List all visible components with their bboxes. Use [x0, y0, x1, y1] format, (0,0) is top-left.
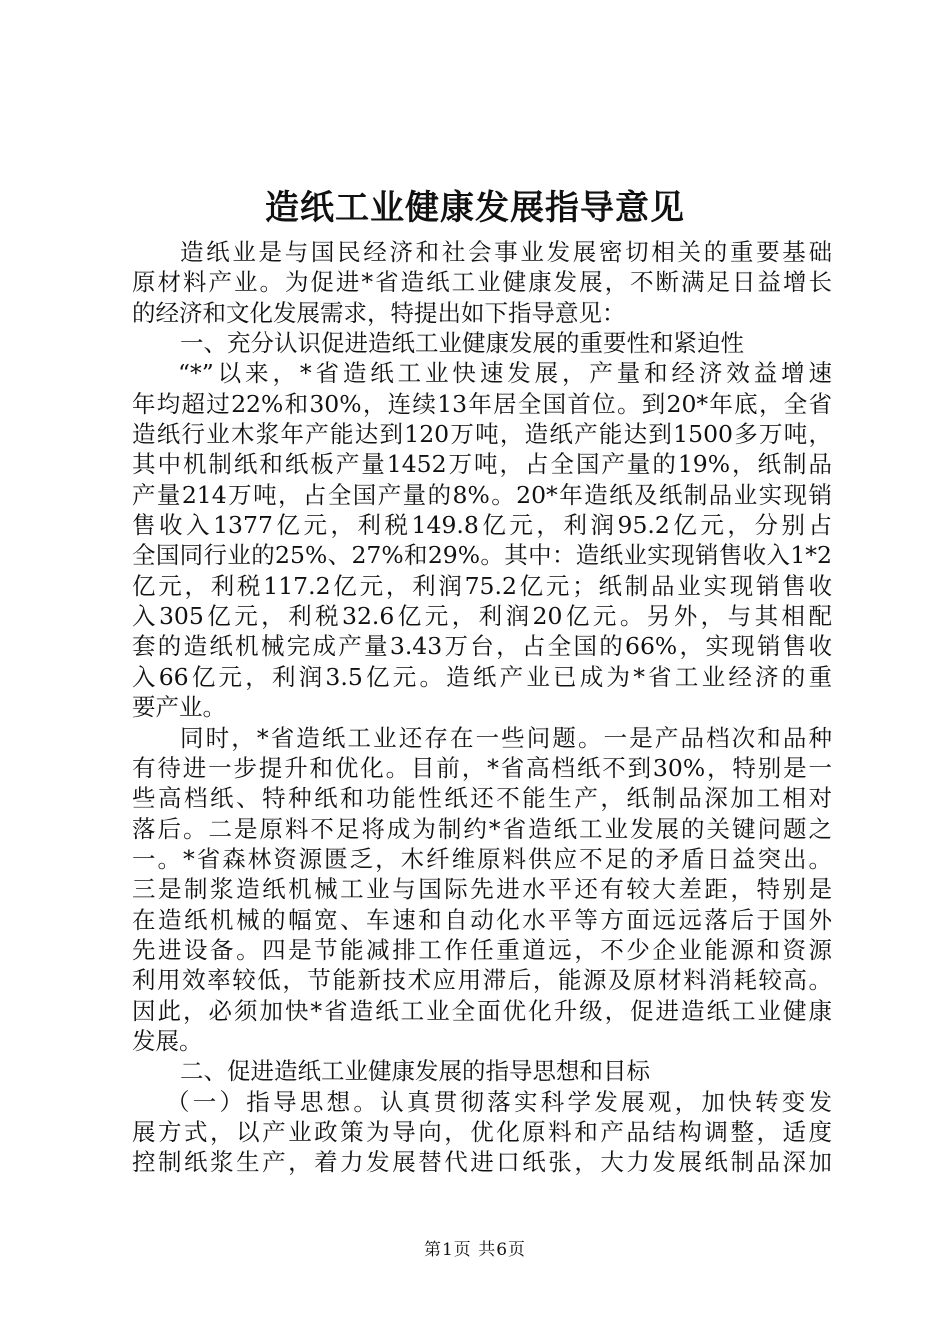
body-text-line: 售收入1377亿元，利税149.8亿元，利润95.2亿元，分别占	[132, 511, 832, 540]
page-footer: 第1页 共6页	[423, 1240, 527, 1260]
body-text-line: 造纸业是与国民经济和社会事业发展密切相关的重要基础	[180, 238, 832, 266]
body-text-line: 些高档纸、特种纸和功能性纸还不能生产，纸制品深加工相对	[132, 784, 832, 813]
body-text-line: 有待进一步提升和优化。目前，*省高档纸不到30%，特别是一	[132, 753, 832, 782]
body-text-line: 原材料产业。为促进*省造纸工业健康发展，不断满足日益增长	[132, 268, 832, 297]
body-text-line: 年均超过22%和30%，连续13年居全国首位。到20*年底，全省	[132, 389, 832, 418]
body-text-line: 产量214万吨，占全国产量的8%。20*年造纸及纸制品业实现销	[132, 480, 832, 509]
body-text-line: 入305亿元，利税32.6亿元，利润20亿元。另外，与其相配	[132, 602, 832, 631]
body-text-line: 三是制浆造纸机械工业与国际先进水平还有较大差距，特别是	[132, 875, 832, 904]
body-text-line: 利用效率较低，节能新技术应用滞后，能源及原材料消耗较高。	[132, 966, 832, 995]
body-text-line: 二、促进造纸工业健康发展的指导思想和目标	[180, 1057, 650, 1086]
body-text-line: 亿元，利税117.2亿元，利润75.2亿元；纸制品业实现销售收	[132, 571, 832, 600]
body-text-line: 落后。二是原料不足将成为制约*省造纸工业发展的关键问题之	[132, 814, 832, 843]
body-text-line: 发展。	[132, 1026, 203, 1055]
body-text-line: 展方式，以产业政策为导向，优化原料和产品结构调整，适度	[132, 1117, 832, 1146]
body-text-line: 全国同行业的25%、27%和29%。其中：造纸业实现销售收入1*2	[132, 541, 832, 570]
document-body	[132, 237, 832, 1178]
body-text-line: 一。*省森林资源匮乏，木纤维原料供应不足的矛盾日益突出。	[132, 844, 832, 873]
body-text-line: 在造纸机械的幅宽、车速和自动化水平等方面远远落后于国外	[132, 905, 832, 934]
body-text-line: 套的造纸机械完成产量3.43万台，占全国的66%，实现销售收	[132, 632, 832, 661]
document-title: 造纸工业健康发展指导意见	[265, 188, 685, 228]
body-text-line: （一）指导思想。认真贯彻落实科学发展观，加快转变发	[166, 1087, 832, 1116]
body-text-line: 其中机制纸和纸板产量1452万吨，占全国产量的19%，纸制品	[132, 450, 832, 479]
body-text-line: 同时，*省造纸工业还存在一些问题。一是产品档次和品种	[180, 723, 832, 752]
body-text-line: 的经济和文化发展需求，特提出如下指导意见：	[132, 298, 626, 327]
body-text-line: 控制纸浆生产，着力发展替代进口纸张，大力发展纸制品深加	[132, 1148, 832, 1177]
body-text-line: 要产业。	[132, 693, 226, 722]
body-text-line: 因此，必须加快*省造纸工业全面优化升级，促进造纸工业健康	[132, 996, 832, 1025]
body-text-line: 造纸行业木浆年产能达到120万吨，造纸产能达到1500多万吨，	[132, 420, 832, 449]
body-text-line: 先进设备。四是节能减排工作任重道远，不少企业能源和资源	[132, 935, 832, 964]
body-text-line: 一、充分认识促进造纸工业健康发展的重要性和紧迫性	[180, 329, 744, 358]
body-text-line: 入66亿元，利润3.5亿元。造纸产业已成为*省工业经济的重	[132, 662, 832, 691]
body-text-line: “*”以来，*省造纸工业快速发展，产量和经济效益增速	[178, 359, 832, 388]
